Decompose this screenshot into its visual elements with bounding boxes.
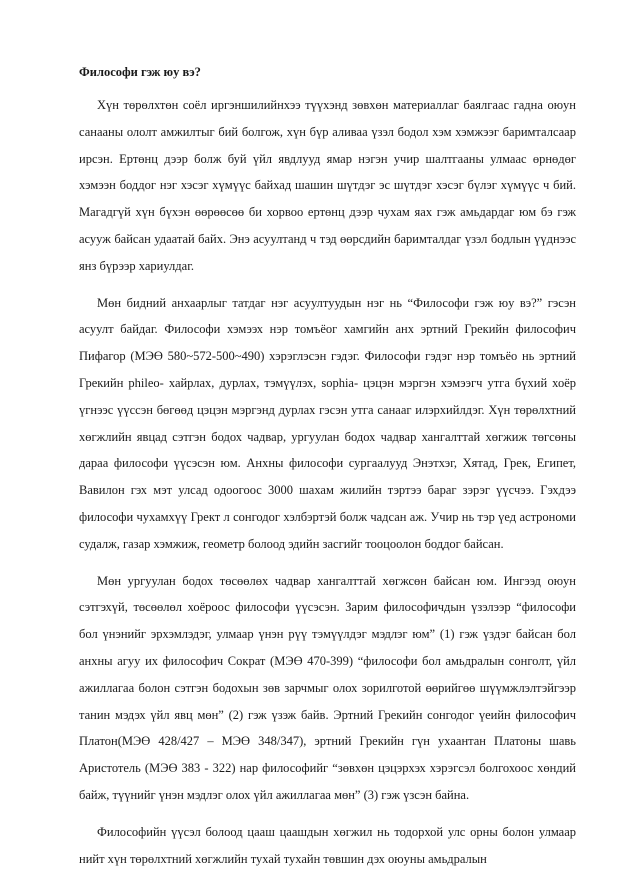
paragraph-origin: Мөн бидний анхаарлыг татдаг нэг асуултуудын нэг нь “Философи гэж юу вэ?” гэсэн асуулт байдаг. Философи хэмээх нэр томъёог хамгийн анх эртний Грекийн философич Пифагор (МЭӨ 580~572-500~490) хэрэглэсэн гэдэг. Философи гэдэг нэр томъёо нь эртний Грекийн phileo- хайрлах, дурлах, тэмүүлэх, sophia- цэцэн мэргэн хэмээгч утга бүхий хоёр үгнээс үүссэн бөгөөд цэцэн мэргэнд дурлах гэсэн утга санааг илэрхийлдэг. Хүн төрөлхтний хөгжлийн явцад сэтгэн бодох чадвар, ургуулан бодох чадвар хангалттай хөгжиж төгсөны дараа философи үүсэсэн юм. Анхны философи сургаалууд Энэтхэг, Хятад, Грек, Египет, Вавилон гэх мэт улсад одоогоос 3000 шахам жилийн тэртээ бараг зэрэг үүсчээ. Гэхдээ философи чухамхүү Грект л сонгодог хэлбэртэй болж чадсан аж. Учир нь тэр үед астрономи судалж, газар хэмжиж, геометр болоод эдийн засгийг тооцоолон боддог байсан.: [79, 295, 576, 551]
paragraph-definitions: Мөн ургуулан бодох төсөөлөх чадвар хангалттай хөгжсөн байсан юм. Ингээд оюун сэтгэхүй, төсөөлөл хоёроос философи үүсэсэн. Зарим философичдын үзэлээр “философи бол үнэнийг эрхэмлэдэг, улмаар үнэн рүү тэмүүлдэг мэдлэг юм” (1) гэж үздэг байсан бол анхны агуу их философич Сократ (МЭӨ 470-399) “философи бол амьдралын сонголт, үйл ажиллагаа болон сэтгэн бодохын зөв зарчмыг олох зорилготой өөрийгөө шүүмжлэлтэйгээр танин мэдэх үйл явц мөн” (2) гэж үзэж байв. Эртний Грекийн сонгодог үеийн философич Платон(МЭӨ 428/427 – МЭӨ 348/347), эртний Грекийн гүн ухаантан Платоны шавь Аристотель (МЭӨ 383 - 322) нар философийг “зөвхөн цэцэрхэх хэрэгсэл болгохоос хөндий байж, түүнийг үнэн мэдлэг олох үйл ажиллагаа мөн” (3) гэж үзсэн байна.: [79, 573, 576, 802]
paragraph-intro: Хүн төрөлхтөн соёл иргэншилийнхээ түүхэнд зөвхөн материаллаг баялгаас гадна оюун санааны ололт амжилтыг бий болгож, хүн бүр аливаа үзэл бодол хэм хэмжээг баримталсаар ирсэн. Ертөнц дээр болж буй үйл явдлууд ямар нэгэн учир шалтгааны улмаас өрнөдөг хэмээн боддог нэг хэсэг хүмүүс байхад шашин шүтдэг эс шүтдэг хэсэг бүлэг хүмүүс ч бий. Магадгүй хүн бүхэн өөрөөсөө би хорвоо ертөнц дээр чухам яах гэж амьдардаг юм бэ гэж асууж байсан удаатай байх. Энэ асуултанд ч тэд өөрсдийн баримталдаг үзэл бодлын үүднээс янз бүрээр хариулдаг.: [79, 98, 576, 273]
paragraph-development: Философийн үүсэл болоод цааш цаашдын хөгжил нь тодорхой улс орны болон улмаар нийт хүн төрөлхтний хөгжлийн тухай тухайн төвшин дэх оюуны амьдралын: [79, 824, 576, 866]
document-title: Философи гэж юу вэ?: [79, 65, 201, 79]
